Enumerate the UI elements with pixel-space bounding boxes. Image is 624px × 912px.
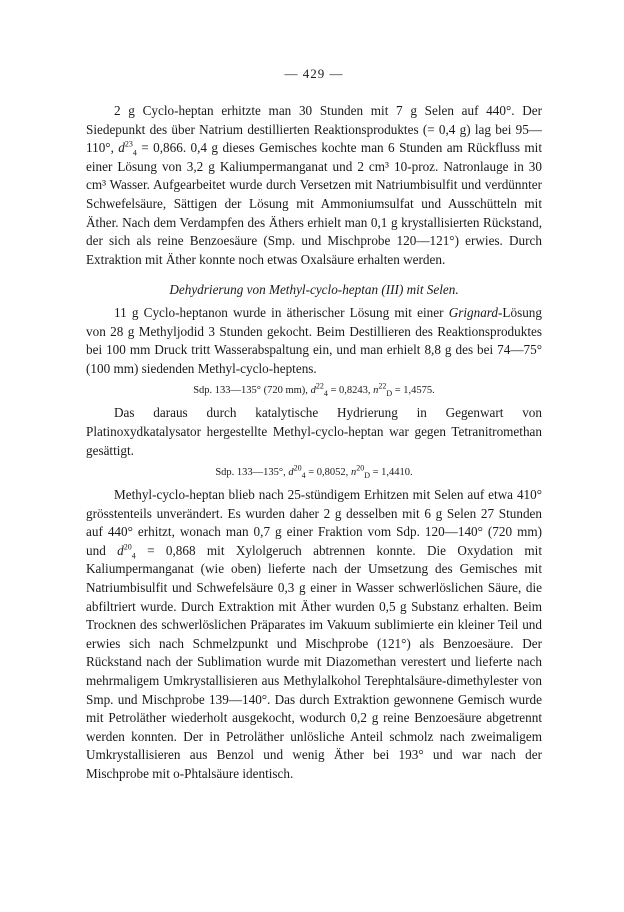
paragraph-cyclo-heptan-dehydration — [86, 102, 542, 269]
formula-text: Sdp. 133—135°, — [215, 467, 289, 479]
density-temperature: 22 — [315, 381, 324, 391]
density-reference: 4 — [323, 389, 328, 399]
paragraph-selen-dehydration — [86, 486, 542, 784]
density-symbol: d — [288, 467, 294, 479]
density-symbol: d — [118, 140, 125, 156]
formula-text: = 1,4575. — [392, 385, 435, 397]
grignard-name: Grignard — [448, 304, 499, 320]
formula-methyl-cyclo-hepten — [86, 383, 542, 399]
refraction-temperature: 22 — [378, 381, 387, 391]
formula-text: = 0,8052, — [305, 467, 351, 479]
paragraph-text: Methyl-cyclo-heptan blieb nach 25-stündigem Erhitzen mit Selen auf etwa 410° grösstenteils unverändert. Es wurden daher 2 g desselben mit 6 g Selen 27 Stunden auf 440° erhitzt, wonach man 0,7 g einer Fraktion vom Sdp. 120—140° (720 mm) und — [86, 487, 542, 558]
paragraph-text: = 0,868 mit Xylolgeruch abtrennen konnte. Die Oxydation mit Kaliumpermanganat (wie oben) lieferte nach der Umsetzung des Gemisches mit Natriumbisulfit und Schwefelsäure 0,3 g einer in Wasser schwerlöslichen Säure, die abfiltriert wurde. Durch Extraktion mit Äther wurden 0,5 g Substanz erhalten. Beim Trocknen des schwerlöslichen Präparates im Vakuum sublimierte ein kleiner Teil und erwies sich nach Schmelzpunkt und Mischprobe (121°) als Benzoesäure. Der Rückstand nach der Sublimation wurde mit Diazomethan verestert und lieferte nach mehrmaligem Umkrystallisieren aus Methylalkohol Terephtalsäure-dimethylester von Smp. und Mischprobe 139—140°. Das durch Extraktion gewonnene Gemisch wurde mit Petroläther wiederholt ausgekocht, wodurch 0,2 g reine Benzoesäure abgetrennt werden konnten. Der in Petroläther unlösliche Anteil schmolz nach zweimaligem Umkrystallisieren aus Benzol und wenig Äther bei 193° und war nach der Mischprobe mit o-Phtalsäure identisch. — [86, 542, 543, 781]
density-symbol: d — [117, 542, 124, 558]
formula-methyl-cyclo-heptan — [86, 465, 542, 481]
formula-text: = 1,4410. — [369, 467, 413, 479]
paragraph-text: = 0,866. 0,4 g dieses Gemisches kochte man 6 Stunden am Rückfluss mit einer Lösung von 3,2 g Kaliumpermanganat und 2 cm³ 10-proz. Natronlauge in 30 cm³ Wasser. Aufgearbeitet wurde durch Versetzen mit Natriumbisulfit und verdünnter Schwefelsäure, Sättigen der Lösung mit Ammoniumsulfat und Ausschütteln mit Äther. Nach dem Verdampfen des Äthers erhielt man 0,1 g krystallisierten Rückstand, der sich als reine Benzoesäure (Smp. und Mischprobe 120—121°) erwies. Durch Extraktion mit Äther konnte noch etwas Oxalsäure erhalten werden. — [86, 140, 542, 267]
formula-text: = 0,8243, — [327, 385, 374, 397]
paragraph-hydrierung: Das daraus durch katalytische Hydrierung in Gegenwart von Platinoxydkatalysator hergestellte Methyl-cyclo-heptan war gegen Tetranitromethan gesättigt. — [86, 405, 542, 458]
density-temperature: 20 — [123, 542, 132, 552]
density-reference: 4 — [132, 148, 137, 158]
page-number: — 429 — — [284, 66, 344, 81]
density-symbol: d — [310, 385, 316, 397]
refraction-line: D — [364, 471, 370, 481]
paragraph-text: 11 g Cyclo-heptanon wurde in ätherischer Lösung mit einer — [114, 304, 449, 320]
refraction-line: D — [386, 389, 393, 399]
refraction-temperature: 20 — [356, 463, 365, 473]
density-reference: 4 — [301, 471, 306, 481]
density-temperature: 23 — [124, 139, 133, 149]
refraction-symbol: n — [350, 467, 357, 479]
density-reference: 4 — [131, 551, 136, 561]
density-temperature: 20 — [293, 463, 302, 473]
formula-text: Sdp. 133—135° (720 mm), — [193, 385, 311, 397]
section-heading: Dehydrierung von Methyl-cyclo-heptan (III) mit Selen. — [169, 282, 459, 298]
paragraph-methyl-cyclo-hepten — [86, 304, 542, 378]
paragraph-text: -Lösung von 28 g Methyljodid 3 Stunden gekocht. Beim Destillieren des Reaktionsproduktes bei 100 mm Druck tritt Wasserabspaltung ein, und man erhielt 8,8 g des bei 74—75° (100 mm) siedenden Methyl-cyclo-heptens. — [86, 304, 542, 376]
paragraph-text: 2 g Cyclo-heptan erhitzte man 30 Stunden mit 7 g Selen auf 440°. Der Siedepunkt des über Natrium destillierten Reaktionsproduktes (= 0,4 g) lag bei 95—110°, — [86, 103, 542, 156]
refraction-symbol: n — [373, 385, 379, 397]
